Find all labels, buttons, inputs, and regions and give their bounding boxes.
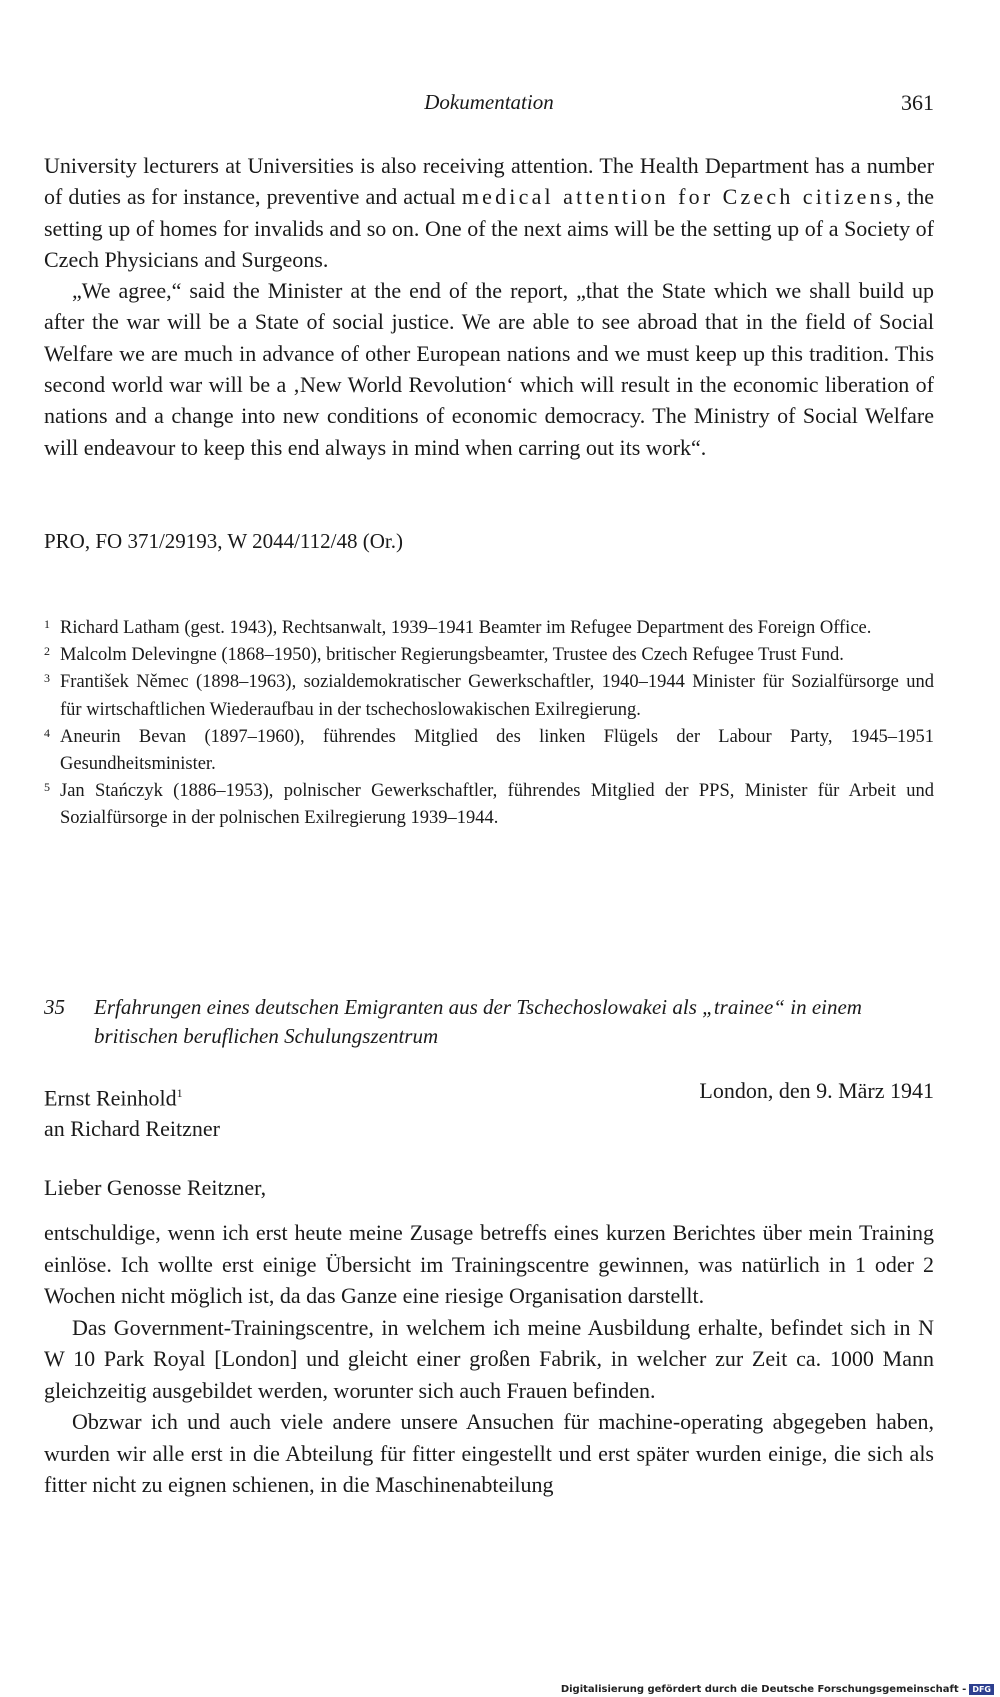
document-title: Erfahrungen eines deutschen Emigranten aus der Tschechoslowakei als „trainee“ in einem britischen beruflichen Schulungszentrum — [94, 995, 862, 1048]
footnote — [44, 778, 934, 832]
place-date: London, den 9. März 1941 — [699, 1078, 934, 1103]
footnote-number: 2 — [44, 644, 50, 659]
footer-text: Digitalisierung gefördert durch die Deutsche Forschungsgemeinschaft - — [560, 1684, 967, 1695]
running-header — [44, 90, 934, 120]
document-number: 35 — [44, 995, 65, 1019]
document-heading — [44, 993, 934, 1051]
letter-sender-block — [44, 1078, 220, 1144]
footnote-number: 5 — [44, 780, 50, 795]
footnote-text: Jan Stańczyk (1886–1953), polnischer Gewerkschaftler, führendes Mitglied der PPS, Minister für Arbeit und Sozialfürsorge in der polnischen Exilregierung 1939–1944. — [60, 781, 934, 829]
letter-paragraph: Das Government-Trainingscentre, in welchem ich meine Ausbildung erhalte, befindet sich in N W 10 Park Royal [London] und gleicht einer großen Fabrik, in welcher zur Zeit ca. 1000 Mann gleichzeitig ausgebildet werden, worunter sich auch Frauen befinden. — [44, 1314, 934, 1403]
footnote-number: 4 — [44, 725, 50, 740]
paragraph-minister-quote: „We agree,“ said the Minister at the end of the report, „that the State which we shall build up after the war will be a State of social justice. We are able to see abroad that in the field of Social Welfare we are much in advance of other European nations and we must keep up this tradition. This second world war will be a ‚New World Revolution‘ which will result in the economic liberation of nations and a change into new conditions of economic democracy. The Ministry of Social Welfare will endeavour to keep this end always in mind when carring out its work“. — [44, 278, 934, 460]
salutation: Lieber Genosse Reitzner, — [44, 1175, 267, 1200]
digitization-footer — [561, 1684, 994, 1695]
footnote-number: 3 — [44, 671, 50, 686]
footnote-text: Malcolm Delevingne (1868–1950), britischer Regierungsbeamter, Trustee des Czech Refugee Trust Fund. — [60, 645, 844, 666]
running-title: Dokumentation — [424, 90, 554, 114]
footnote-text: Aneurin Bevan (1897–1960), führendes Mitglied des linken Flügels der Labour Party, 1945–1951 Gesundheitsminister. — [60, 726, 934, 775]
paragraph-text: , the setting up of homes for invalids and so on. One of the next aims will be the setting up of a Society of Czech Physicians and Surgeons. — [44, 184, 934, 272]
sender-footnote-ref: 1 — [176, 1086, 183, 1100]
continued-report — [44, 150, 934, 463]
footnote — [44, 615, 934, 642]
letter-body — [44, 1217, 934, 1501]
paragraph-health-department — [44, 150, 934, 275]
archive-source: PRO, FO 371/29193, W 2044/112/48 (Or.) — [44, 529, 403, 553]
footnote — [44, 642, 934, 669]
footnotes — [44, 615, 934, 833]
recipient-line: an Richard Reitzner — [44, 1116, 220, 1142]
footnote — [44, 669, 934, 723]
dfg-logo: DFG — [969, 1684, 994, 1695]
sender-line — [44, 1078, 220, 1113]
footnote-number: 1 — [44, 617, 50, 631]
footnote — [44, 724, 934, 778]
paragraph-text: University lecturers at Universities is also receiving attention. The Health Department — [44, 153, 809, 178]
letter-paragraph: Obzwar ich und auch viele andere unsere Ansuchen für machine-operating abgegeben haben, wurden wir alle erst in die Abteilung für fitter eingestellt und erst später wurden einige, die sich als fitter nicht zu eignen schienen, in die Maschinenabteilung — [44, 1409, 934, 1497]
emphasized-text: medical attention for Czech citizens — [461, 184, 896, 210]
paragraph-text: has a number of duties as for instance, preventive and actual — [44, 153, 935, 210]
footnote-text: Richard Latham (gest. 1943), Rechtsanwalt, 1939–1941 Beamter im Refugee Department des Foreign Office. — [60, 618, 872, 638]
footnote-text: František Němec (1898–1963), sozialdemokratischer Gewerkschaftler, 1940–1944 Minister für Sozialfürsorge und für wirtschaftlichen Wiederaufbau in der tschechoslowakischen Exilregierung. — [60, 672, 934, 720]
page-number: 361 — [901, 90, 934, 115]
letter-paragraph: entschuldige, wenn ich erst heute meine Zusage betreffs eines kurzen Berichtes über mein Training einlöse. Ich wollte erst einige Übersicht im Trainingscentre gewinnen, was natürlich in 1 oder 2 Wochen nicht möglich ist, da das Ganze eine riesige Organisation darstellt. — [44, 1220, 934, 1308]
sender-name: Ernst Reinhold — [44, 1085, 177, 1111]
